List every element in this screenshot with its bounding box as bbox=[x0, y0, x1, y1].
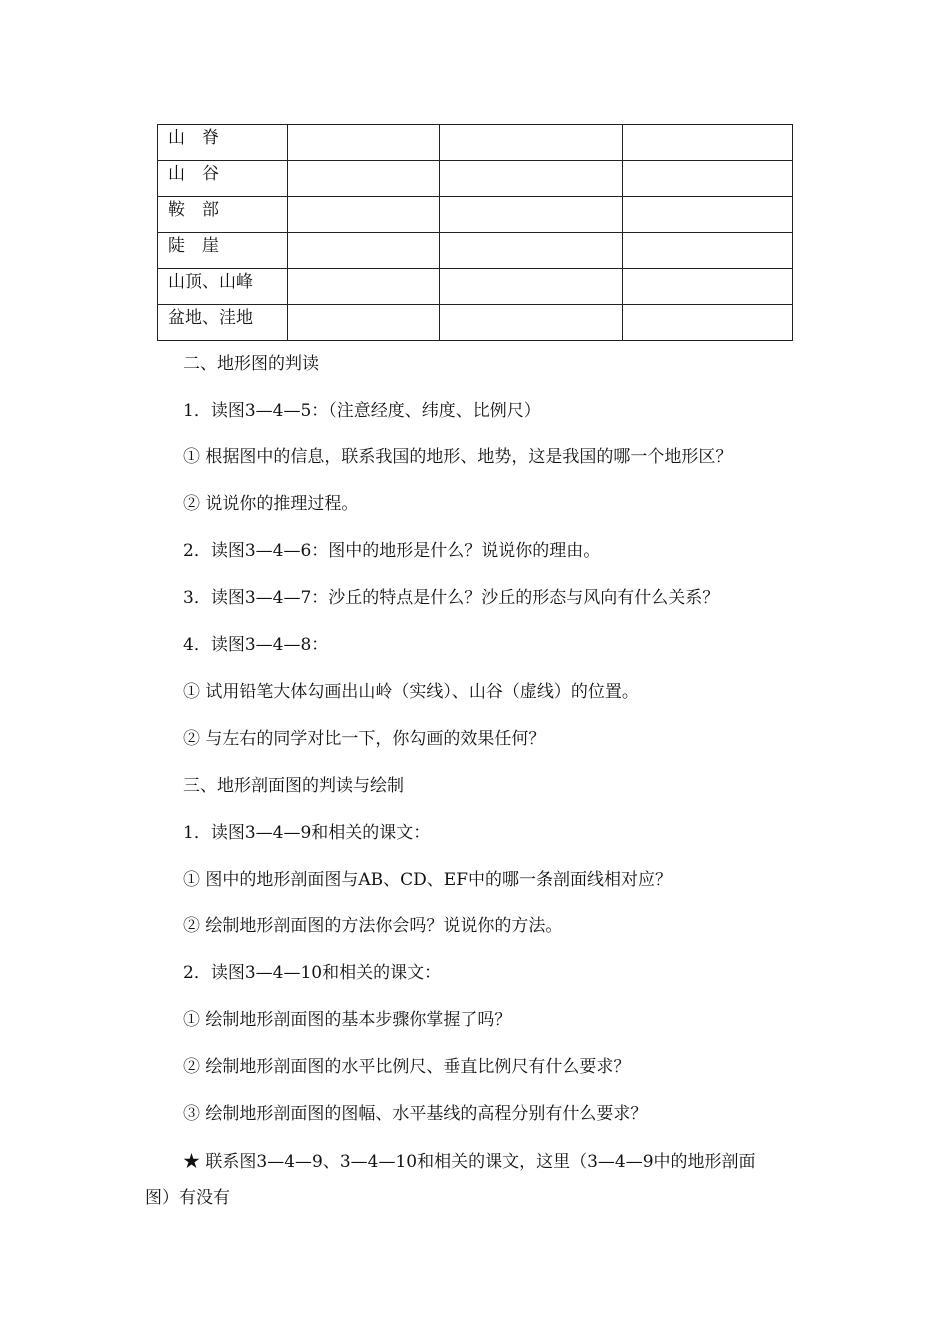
question-2: 2．读图3—4—10和相关的课文： bbox=[183, 963, 442, 983]
blank-cell bbox=[288, 305, 440, 341]
question-1b: ② 说说你的推理过程。 bbox=[183, 494, 359, 514]
table-row bbox=[158, 197, 793, 233]
question-1a: ① 图中的地形剖面图与AB、CD、EF中的哪一条剖面线相对应？ bbox=[183, 870, 673, 890]
table-row bbox=[158, 233, 793, 269]
blank-cell bbox=[440, 233, 623, 269]
row-label: 山顶、山峰 bbox=[158, 269, 288, 305]
question-2: 2．读图3—4—6：图中的地形是什么？说说你的理由。 bbox=[183, 541, 601, 561]
blank-cell bbox=[623, 197, 793, 233]
question-1: 1．读图3—4—9和相关的课文： bbox=[183, 823, 431, 843]
section-heading: 二、地形图的判读 bbox=[183, 354, 319, 374]
table-row bbox=[158, 161, 793, 197]
landform-table bbox=[157, 124, 793, 341]
blank-cell bbox=[288, 269, 440, 305]
table-row bbox=[158, 125, 793, 161]
blank-cell bbox=[440, 125, 623, 161]
row-label: 山 谷 bbox=[158, 161, 288, 197]
question-4: 4．读图3—4—8： bbox=[183, 635, 329, 655]
blank-cell bbox=[623, 305, 793, 341]
blank-cell bbox=[623, 233, 793, 269]
question-1b: ② 绘制地形剖面图的方法你会吗？说说你的方法。 bbox=[183, 916, 563, 936]
blank-cell bbox=[623, 161, 793, 197]
blank-cell bbox=[440, 305, 623, 341]
blank-cell bbox=[288, 161, 440, 197]
question-1: 1．读图3—4—5：（注意经度、纬度、比例尺） bbox=[183, 401, 541, 421]
question-3: 3．读图3—4—7：沙丘的特点是什么？沙丘的形态与风向有什么关系？ bbox=[183, 588, 720, 608]
question-4a: ① 试用铅笔大体勾画出山岭（实线）、山谷（虚线）的位置。 bbox=[183, 682, 639, 702]
blank-cell bbox=[623, 125, 793, 161]
blank-cell bbox=[440, 269, 623, 305]
row-label: 盆地、洼地 bbox=[158, 305, 288, 341]
star-question: ★ 联系图3—4—9、3—4—10和相关的课文，这里（3—4—9中的地形剖面 bbox=[183, 1152, 756, 1172]
section-heading: 三、地形剖面图的判读与绘制 bbox=[183, 776, 404, 796]
table-row bbox=[158, 305, 793, 341]
blank-cell bbox=[440, 197, 623, 233]
blank-cell bbox=[623, 269, 793, 305]
blank-cell bbox=[440, 161, 623, 197]
row-label: 山 脊 bbox=[158, 125, 288, 161]
table-row bbox=[158, 269, 793, 305]
blank-cell bbox=[288, 197, 440, 233]
row-label: 鞍 部 bbox=[158, 197, 288, 233]
question-2a: ① 绘制地形剖面图的基本步骤你掌握了吗？ bbox=[183, 1010, 512, 1030]
row-label: 陡 崖 bbox=[158, 233, 288, 269]
question-2b: ② 绘制地形剖面图的水平比例尺、垂直比例尺有什么要求？ bbox=[183, 1057, 631, 1077]
star-question-continued: 图）有没有 bbox=[145, 1188, 230, 1208]
question-4b: ② 与左右的同学对比一下，你勾画的效果任何？ bbox=[183, 729, 546, 749]
blank-cell bbox=[288, 233, 440, 269]
blank-cell bbox=[288, 125, 440, 161]
question-2c: ③ 绘制地形剖面图的图幅、水平基线的高程分别有什么要求？ bbox=[183, 1104, 648, 1124]
question-1a: ① 根据图中的信息，联系我国的地形、地势，这是我国的哪一个地形区？ bbox=[183, 447, 733, 467]
